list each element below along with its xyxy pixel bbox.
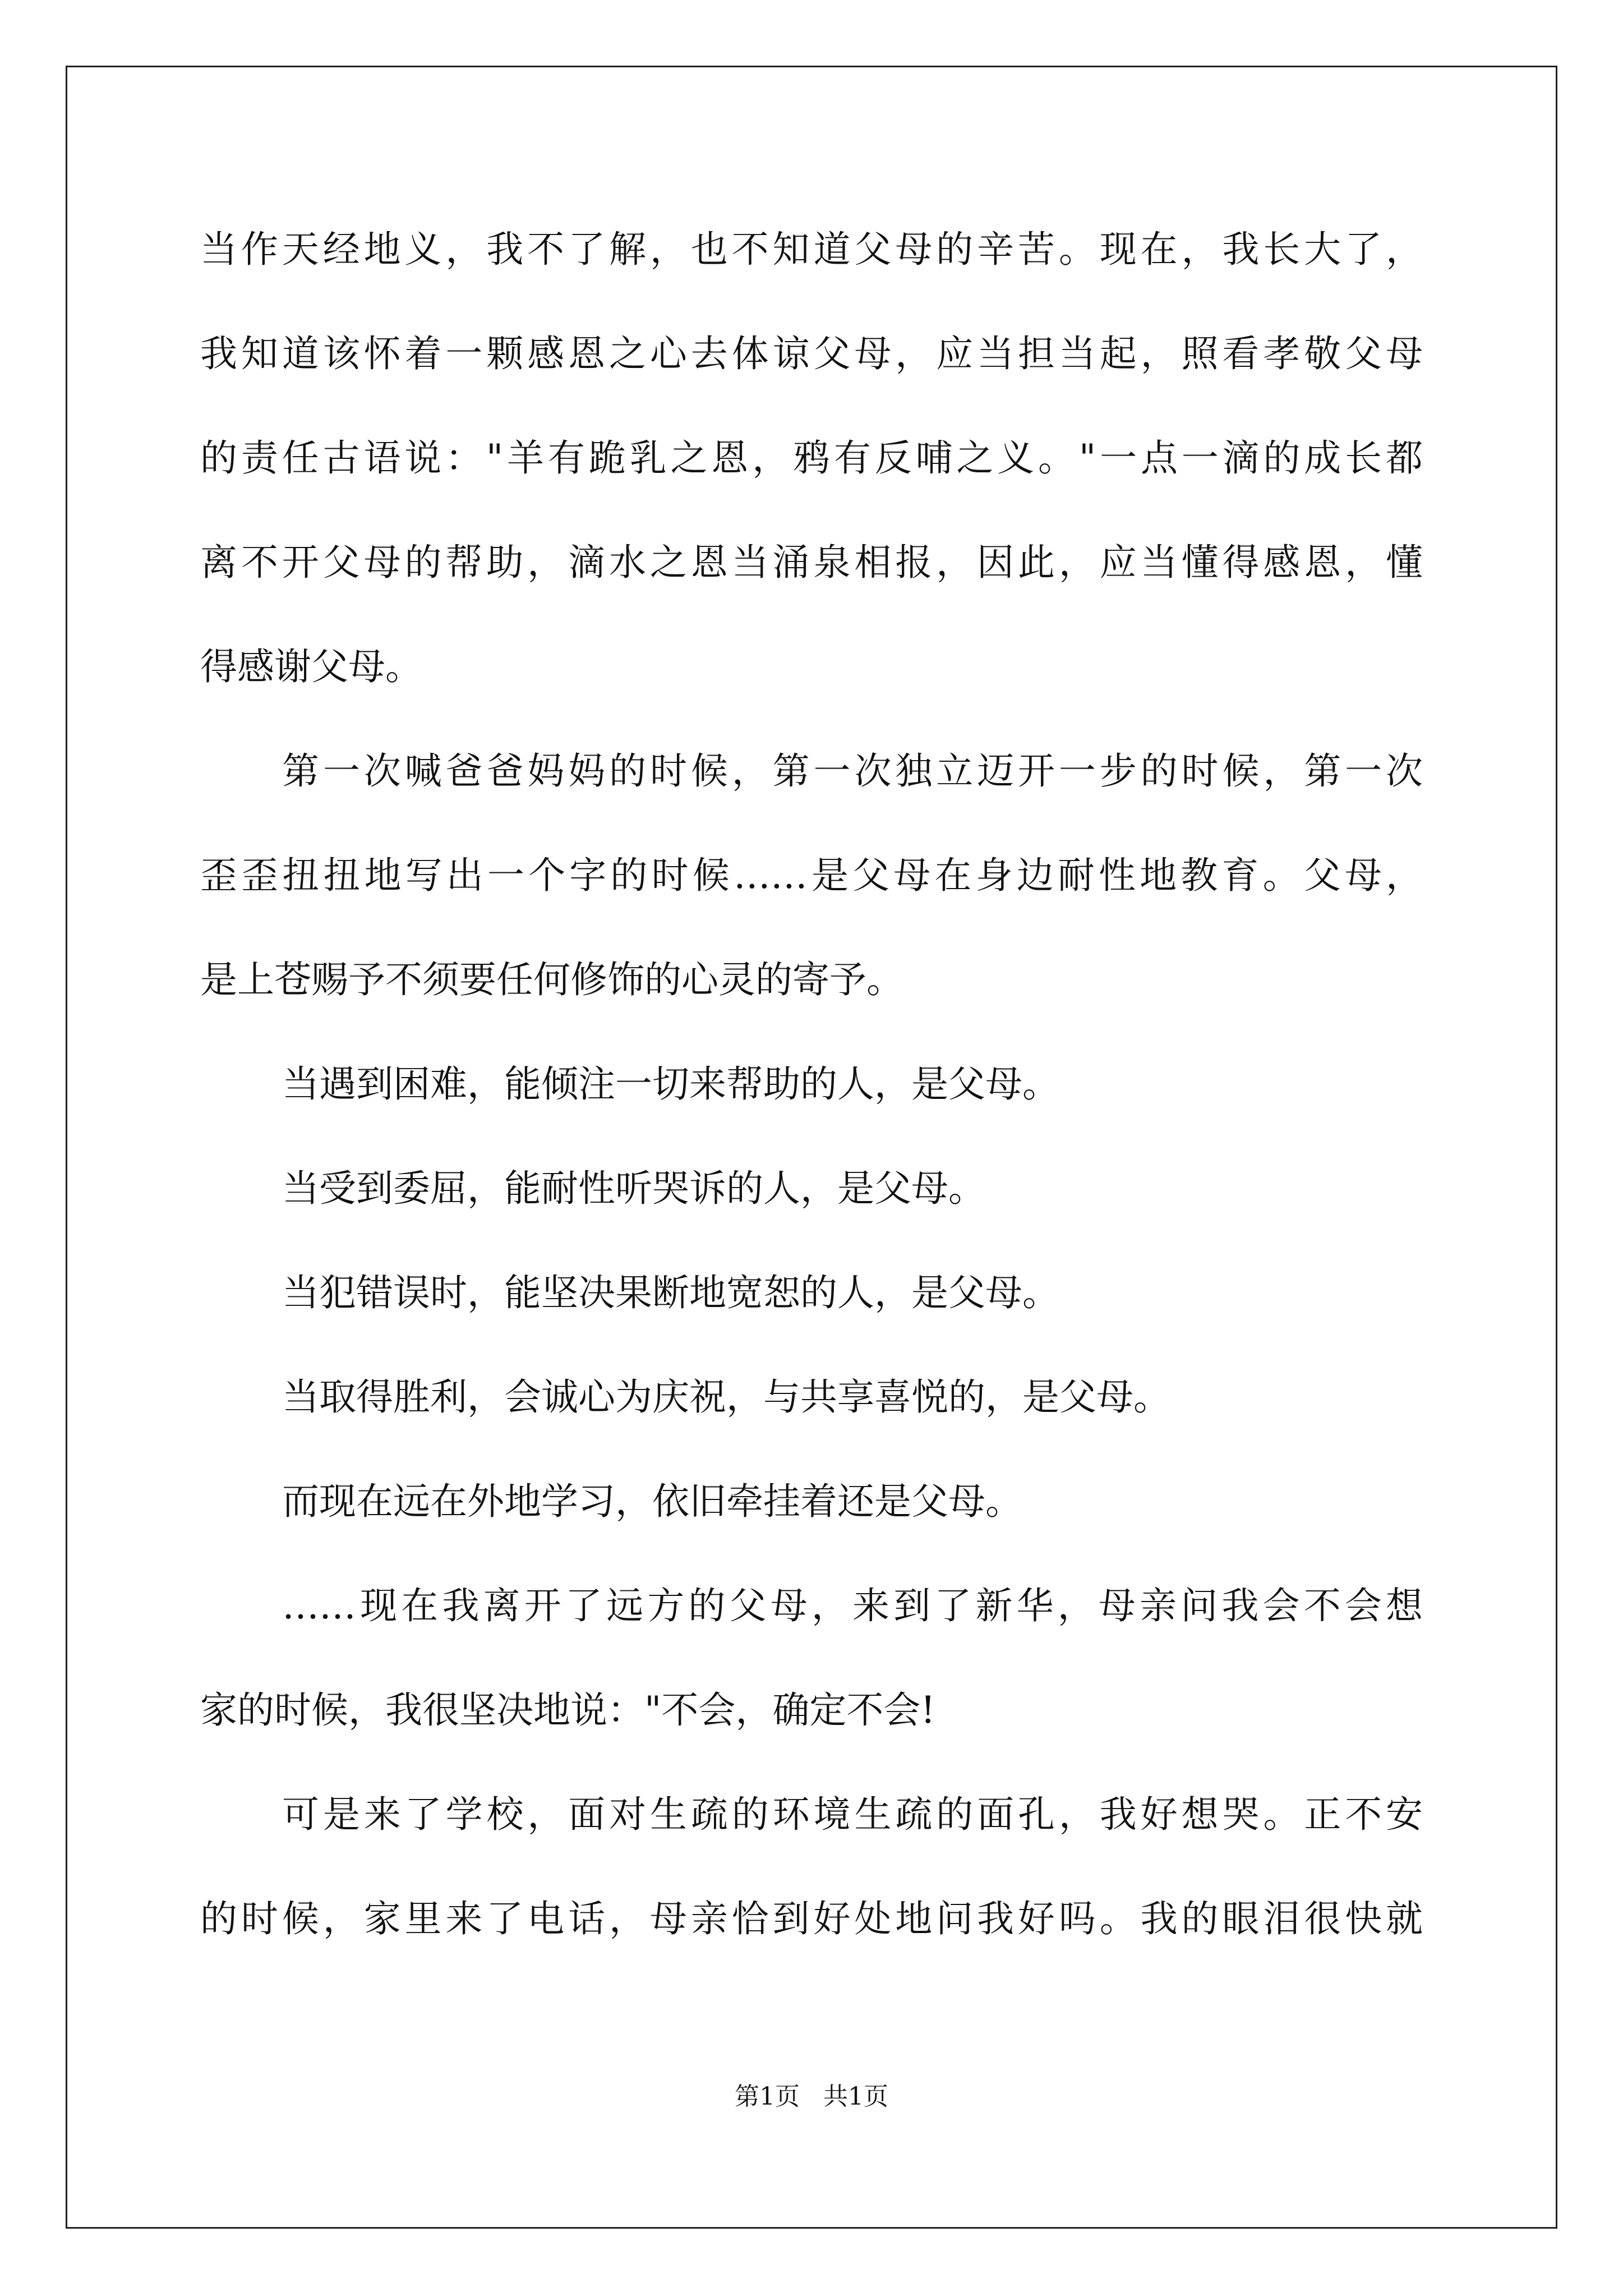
text-line: 的时候，家里来了电话，母亲恰到好处地问我好吗。我的眼泪很快就 bbox=[200, 1897, 1423, 1940]
text-line: 可是来了学校，面对生疏的环境生疏的面孔，我好想哭。正不安 bbox=[282, 1793, 1423, 1836]
text-line: 当作天经地义，我不了解，也不知道父母的辛苦。现在，我长大了， bbox=[200, 228, 1423, 271]
text-line: 当受到委屈，能耐性听哭诉的人，是父母。 bbox=[282, 1167, 985, 1210]
text-line: 而现在远在外地学习，依旧牵挂着还是父母。 bbox=[282, 1480, 1022, 1523]
text-line: 歪歪扭扭地写出一个字的时候……是父母在身边耐性地教育。父母， bbox=[200, 854, 1423, 897]
text-line: 离不开父母的帮助，滴水之恩当涌泉相报，因此，应当懂得感恩，懂 bbox=[200, 541, 1423, 584]
text-line: 当遇到困难，能倾注一切来帮助的人，是父母。 bbox=[282, 1062, 1059, 1106]
text-line: 第一次喊爸爸妈妈的时候，第一次独立迈开一步的时候，第一次 bbox=[282, 749, 1423, 793]
page-number: 第1页 bbox=[735, 2082, 800, 2111]
page-total: 共1页 bbox=[823, 2082, 888, 2111]
text-line: 得感谢父母。 bbox=[200, 645, 422, 688]
text-line: 我知道该怀着一颗感恩之心去体谅父母，应当担当起，照看孝敬父母 bbox=[200, 332, 1423, 375]
text-line: 的责任古语说："羊有跪乳之恩，鸦有反哺之义。"一点一滴的成长都 bbox=[200, 436, 1423, 480]
text-line: ……现在我离开了远方的父母，来到了新华，母亲问我会不会想 bbox=[282, 1584, 1423, 1627]
text-line: 当犯错误时，能坚决果断地宽恕的人，是父母。 bbox=[282, 1271, 1059, 1314]
page-footer bbox=[0, 2080, 1623, 2114]
text-line: 当取得胜利，会诚心为庆祝，与共享喜悦的，是父母。 bbox=[282, 1375, 1170, 1419]
text-line: 是上苍赐予不须要任何修饰的心灵的寄予。 bbox=[200, 958, 903, 1001]
text-line: 家的时候，我很坚决地说："不会，确定不会! bbox=[200, 1688, 935, 1732]
